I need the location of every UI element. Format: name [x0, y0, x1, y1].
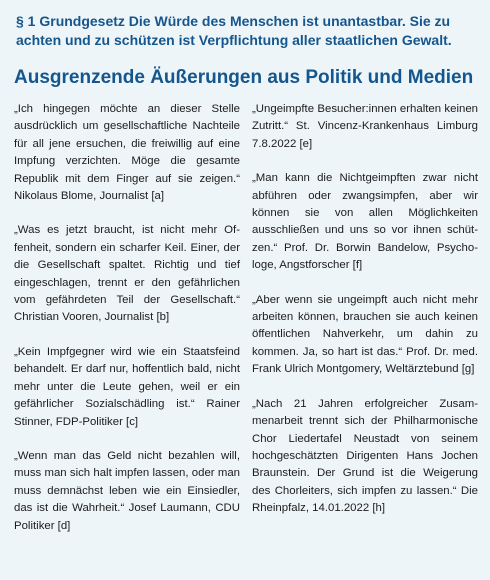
quote-vincenz-krankenhaus: „Ungeimpfte Besucher:innen erhalten keinen Zutritt.“ St. Vincenz-Krankenhaus Limburg 7.8.2022 [e] — [252, 103, 478, 150]
quote-vooren: „Was es jetzt braucht, ist nicht mehr Offenheit, sondern ein scharfer Keil. Einer, der die Gesellschaft spaltet. Richtig und tief eingeschlagen, trennt er den gefährlichen vom gefährdeten Teil der Gesellschaft.“ Christian Vooren, Journalist [b] — [14, 224, 240, 324]
section-title: Ausgrenzende Äußerungen aus Politik und Medien — [14, 67, 474, 88]
left-column — [14, 101, 240, 552]
quote-blome: „Ich hingegen möchte an dieser Stelle ausdrücklich um gesellschaftliche Nachteile für all jene ersuchen, die freiwillig auf eine Impfung verzichten. Möge die gesamte Republik mit dem Finger auf sie zeigen.“ Nikolaus Blome, Journalist [a] — [14, 103, 240, 203]
right-column — [252, 101, 478, 552]
quote-bandelow: „Man kann die Nichtgeimpften zwar nicht abführen oder zwangsimpfen, aber wir können sie von allen Möglichkeiten ausschließen und uns so vor ihnen schützen.“ Prof. Dr. Borwin Bandelow, Psychologe, Angstforscher [f] — [252, 172, 478, 272]
quote-columns — [14, 101, 478, 552]
quote-laumann: „Wenn man das Geld nicht bezahlen will, muss man sich halt impfen lassen, oder man muss demnächst leben wie ein Einsiedler, das ist die Wahrheit.“ Josef Laumann, CDU Politiker [d] — [14, 449, 240, 532]
quote-rheinpfalz: „Nach 21 Jahren erfolgreicher Zusammenarbeit trennt sich der Philharmonische Chor Liedertafel Neustadt von seinem hochgeschätzten Dirigenten Hans Jochen Braunstein. Der Grund ist die Weigerung des Chorleiters, sich impfen zu lassen.“ Die Rheinpfalz, 14.01.2022 [h] — [252, 397, 478, 515]
quote-stinner: „Kein Impfgegner wird wie ein Staatsfeind behandelt. Er darf nur, hoffentlich bald, nicht mehr unter die Leute gehen, weil er ein gefährlicher Sozialschädling ist.“ Rainer Stinner, FDP-Politiker [c] — [14, 345, 240, 428]
quote-montgomery: „Aber wenn sie ungeimpft auch nicht mehr arbeiten können, brauchen sie auch keinen öffentlichen Nahverkehr, um dahin zu kommen. Ja, so hart ist das.“ Prof. Dr. med. Frank Ulrich Montgomery, Weltärztebund [g] — [252, 293, 478, 376]
law-statement: § 1 Grundgesetz Die Würde des Menschen ist unantastbar. Sie zu achten und zu schützen ist Verpflichtung aller staatlichen Gewalt. — [16, 13, 452, 48]
